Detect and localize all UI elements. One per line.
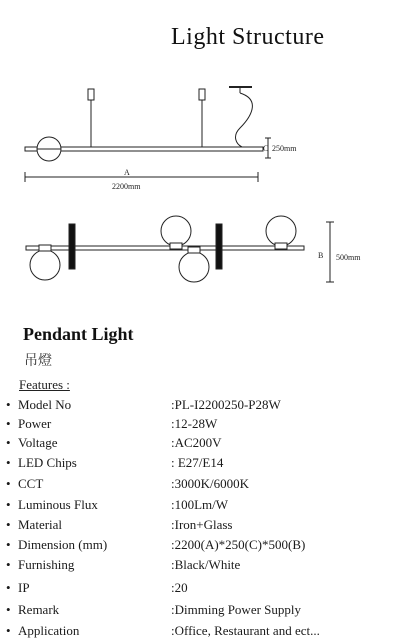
power-cable xyxy=(236,93,253,147)
spec-label: Voltage xyxy=(18,435,58,450)
spec-label: LED Chips xyxy=(18,455,77,470)
bullet-icon: • xyxy=(6,476,11,491)
globe-1 xyxy=(30,250,60,280)
drop-label: B xyxy=(318,251,324,260)
bullet-icon: • xyxy=(6,435,11,450)
spec-value: :Black/White xyxy=(171,557,241,572)
spec-label: Luminous Flux xyxy=(18,497,98,512)
canopy-left xyxy=(88,89,94,100)
globe-3 xyxy=(179,252,209,282)
drop-value: 500mm xyxy=(336,253,361,262)
spec-row-model-no xyxy=(0,397,414,417)
spec-value: :Office, Restaurant and ect... xyxy=(171,623,320,638)
spec-label: IP xyxy=(18,580,30,595)
spec-label: Model No xyxy=(18,397,72,412)
spec-row-dimension xyxy=(0,537,414,557)
bullet-icon: • xyxy=(6,517,11,532)
side-view xyxy=(25,87,271,182)
height-value: 250mm xyxy=(272,144,297,153)
top-view xyxy=(26,216,334,282)
bullet-icon: • xyxy=(6,416,11,431)
spec-row-remark xyxy=(0,602,414,622)
spec-label: Material xyxy=(18,517,63,532)
globe-2 xyxy=(161,216,191,246)
spec-row-furnishing xyxy=(0,557,414,577)
bullet-icon: • xyxy=(6,623,11,638)
spec-value: :Dimming Power Supply xyxy=(171,602,302,617)
spec-value: :Iron+Glass xyxy=(171,517,233,532)
spec-value: :PL-I2200250-P28W xyxy=(171,397,281,412)
length-value: 2200mm xyxy=(112,182,141,191)
spec-row-power xyxy=(0,416,414,436)
product-name-cn: 吊燈 xyxy=(24,353,52,369)
spec-label: Power xyxy=(18,416,52,431)
length-label: A xyxy=(124,168,130,177)
bullet-icon: • xyxy=(6,397,11,412)
spec-value: :20 xyxy=(171,580,188,595)
spec-row-led-chips xyxy=(0,455,414,475)
bullet-icon: • xyxy=(6,537,11,552)
spec-label: Remark xyxy=(18,602,60,617)
light-structure-diagram xyxy=(0,0,414,300)
spec-row-material xyxy=(0,517,414,537)
spec-value: :100Lm/W xyxy=(171,497,229,512)
bullet-icon: • xyxy=(6,580,11,595)
globe-4 xyxy=(266,216,296,246)
bullet-icon: • xyxy=(6,602,11,617)
features-heading: Features : xyxy=(19,377,70,392)
spec-row-application xyxy=(0,623,414,643)
spec-row-luminous-flux xyxy=(0,497,414,517)
canopy-right xyxy=(199,89,205,100)
spec-row-cct xyxy=(0,476,414,496)
bullet-icon: • xyxy=(6,455,11,470)
bullet-icon: • xyxy=(6,557,11,572)
spec-label: Dimension (mm) xyxy=(18,537,108,552)
spec-value: :12-28W xyxy=(171,416,218,431)
height-label: C xyxy=(263,144,269,153)
spec-label: Application xyxy=(18,623,80,638)
bullet-icon: • xyxy=(6,497,11,512)
spec-value: :AC200V xyxy=(171,435,222,450)
arm-bar-right xyxy=(216,224,222,269)
product-name: Pendant Light xyxy=(23,324,134,344)
spec-value: :2200(A)*250(C)*500(B) xyxy=(171,537,306,552)
spec-row-ip xyxy=(0,580,414,600)
spec-row-voltage xyxy=(0,435,414,455)
main-bar-top xyxy=(26,246,304,250)
page-title: Light Structure xyxy=(171,24,325,50)
spec-value: : E27/E14 xyxy=(171,455,224,470)
arm-bar-left xyxy=(69,224,75,269)
spec-label: CCT xyxy=(18,476,44,491)
spec-label: Furnishing xyxy=(18,557,75,572)
spec-value: :3000K/6000K xyxy=(171,476,249,491)
